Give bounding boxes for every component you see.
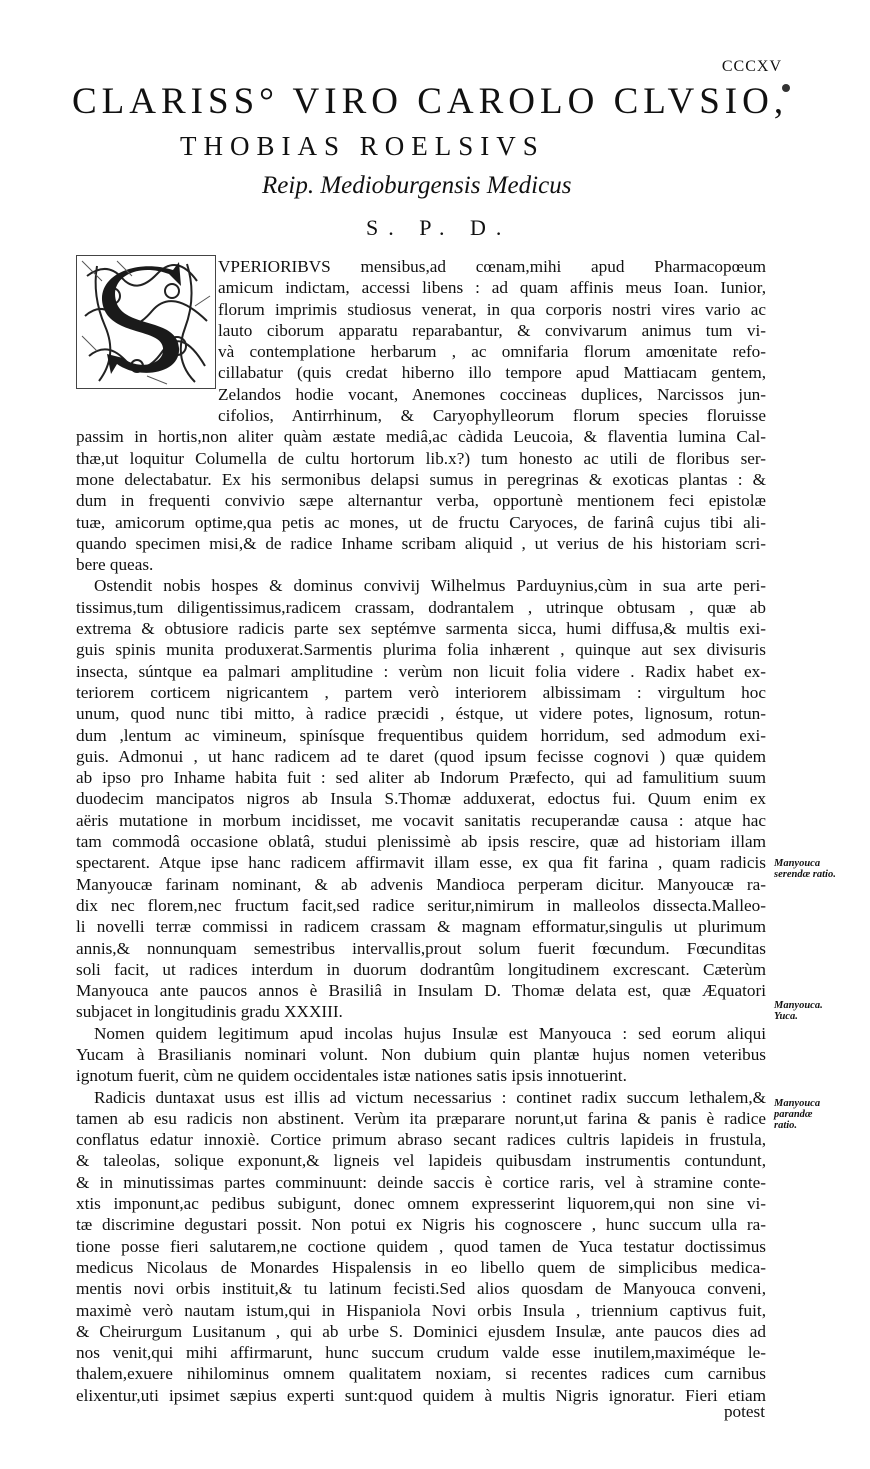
text-line: maximè verò nautam istum,qui in Hispaniola Novi orbis Insula , triennium captivus fuit, — [76, 1300, 766, 1320]
text-line: xtis imponunt,ac pedibus subigunt, donec omnem expresserint liquorem,qui non sine vi- — [76, 1194, 766, 1214]
text-line: tione posse fieri salutarem,ne coctione quidem , quod tamen de Yuca testatur doctissimus — [76, 1236, 766, 1256]
text-line: mone delectabatur. Ex his sermonibus delapsi sumus in peregrinas & exoticas plantas : & — [76, 469, 766, 489]
text-line: cillabatur (quis credat hiberno illo tempore apud Mattiacam gentem, — [218, 363, 766, 383]
text-line: duodecim mancipatos nigros ab Insula S.Thomæ adduxerat, edoctus fui. Quum enim ex — [76, 789, 766, 809]
text-line: Manyoucæ farinam nominant, & ab advenis Mandioca perperam dicitur. Manyoucæ ra- — [76, 874, 766, 894]
text-line: tissimus,tum diligentissimus,radicem crassam, dodrantalem , utrinque obtusam , quæ ab — [76, 597, 766, 617]
text-line: guis. Admonui , ut hanc radicem ad te daret (quod ipsum fecisse cognovi ) quæ quidem — [76, 746, 766, 766]
margin-note-line: Manyouca — [774, 1098, 821, 1109]
margin-note-line: serendæ ratio. — [774, 869, 836, 880]
text-line: cifolios, Antirrhinum, & Caryophylleorum florum species floruisse — [218, 406, 766, 426]
text-line: aëris mutatione in morbum incidisset, me vocavit sanitatis recuperandæ causa : atque hac — [76, 810, 766, 830]
text-line: Nomen quidem legitimum apud incolas hujus Insulæ est Manyouca : sed eorum aliqui — [94, 1023, 766, 1043]
text-line: ab ipso pro Inhame habita fuit : sed aliter ab Indorum Præfecto, qui ad famulitium suum — [76, 768, 766, 788]
text-line: & taleolas, solique exponunt,& ligneis vel lapideis quibusdam instrumentis contundunt, — [76, 1151, 766, 1171]
text-line: Manyouca ante paucos annos è Brasiliâ in Insulam D. Thomæ delata est, quæ Æquatori — [76, 981, 766, 1001]
text-line: bere queas. — [76, 555, 154, 575]
margin-note-line: Manyouca — [774, 858, 821, 869]
text-line: Zelandos hodie vocant, Anemones coccineas duplices, Narcissos jun- — [218, 384, 766, 404]
text-line: tuæ, amicorum optime,qua petis ac mones, ut de fructu Caryoces, de farinâ cujus tibi ali- — [76, 512, 766, 532]
text-line: guis spinis munita produxerat.Sarmentis plurima folia inhærent , quinque aut sex divisuris — [76, 640, 766, 660]
text-line: tamen ab esu radicis non abstinent. Verùm ita præparare norunt,ut farina & panis è radice — [76, 1108, 766, 1128]
text-line: dum in frequenti convivio sæpe alternantur verba, opportunè mentionem feci epistolæ — [76, 491, 766, 511]
text-line: tæ discrimine degustari possit. Non potui ex Nigris his cognoscere , hunc succum ulla ra- — [76, 1215, 766, 1235]
text-line: amicum indictam, accessi libens : ad quam affinis meus Ioan. Iunior, — [218, 278, 766, 298]
text-line: mentis novi orbis instituit,& tu latinum fecisti.Sed alios quosdam de Manyouca conveni, — [76, 1279, 766, 1299]
heading-line-2: THOBIAS ROELSIVS — [180, 131, 545, 161]
text-line: soli facit, ut radices interdum in duorum dodrantûm longitudinem excrescant. Cæterùm — [76, 959, 766, 979]
text-line: li novelli terræ commissi in radicem crassam & magnam efformatur,singulis ut plurimum — [76, 917, 766, 937]
margin-note-serendae — [774, 858, 854, 880]
folio-number: CCCXV — [721, 58, 782, 75]
text-line: dum ,lentum ac vimineum, spinísque frequentibus quidem horridum, sed admodum exi- — [76, 725, 766, 745]
heading-line-1: CLARISS° VIRO CAROLO CLVSIO, — [72, 81, 789, 122]
margin-note-line: Manyouca. — [774, 1000, 823, 1011]
text-line: và contemplatione herbarum , ac omnifaria florum amœnitate refo- — [218, 342, 766, 362]
margin-note-line: parandæ — [774, 1109, 813, 1120]
text-line: & Cheirurgum Lusitanum , qui ab urbe S. Dominici ejusdem Insulæ, ante paucos dies ad — [76, 1321, 766, 1341]
text-line: Yucam à Brasilianis nominari volunt. Non dubium quin plantæ hujus nomen veteribus — [76, 1044, 766, 1064]
text-line: quando specimen misi,& de radice Inhame scribam aliquid , ut verius de his historiam scri- — [76, 533, 766, 553]
catchword: potest — [723, 1402, 765, 1421]
text-line: conflatus edatur innoxiè. Cortice primum abraso secant radices cultris lapideis in frustula, — [76, 1130, 766, 1150]
text-line: lauto ciborum apparatu reparabantur, & convivarum animus tum vi- — [218, 320, 766, 340]
text-line: florum imprimis studiosus venerat, in qua corporis nostri vires vario ac — [218, 299, 766, 319]
margin-note-parandae — [774, 1098, 854, 1131]
text-line: & in minutissimas partes comminuunt: deinde saccis è cortice raris, vel à stramine conte- — [76, 1172, 766, 1192]
text-line: tam commodâ occasione oblatâ, studui plenissimè ab ipsis rescire, quæ ad historiam illam — [76, 832, 766, 852]
text-line: VPERIORIBVS mensibus,ad cœnam,mihi apud Pharmacopœum — [218, 257, 766, 276]
text-line: thæ,ut loquitur Columella de cultu hortorum lib.x?) tum honesto ac utili de floribus ser- — [76, 448, 766, 468]
text-line: teriorem corticem nigricantem , partem verò interiorem albissimam : virgultum hoc — [76, 682, 766, 702]
text-line: subjacet in longitudinis gradu XXXIII. — [76, 1002, 343, 1022]
heading-line-3: Reip. Medioburgensis Medicus — [262, 172, 572, 199]
body-text — [76, 256, 766, 1406]
text-line: medicus Nicolaus de Monardes Hispalensis in eo libello quem de simplicibus medica- — [76, 1257, 766, 1277]
text-line: nos venit,qui mihi affirmarunt, hunc succum crudum valde esse inutilem,maximéque le- — [76, 1343, 766, 1363]
text-line: Ostendit nobis hospes & dominus convivij Wilhelmus Parduynius,cùm in sua arte peri- — [94, 576, 766, 596]
margin-note-line: Yuca. — [774, 1011, 798, 1022]
text-line: insecta, súntque ea palmari amplitudine : verùm non licuit folia videre . Radix habet ex- — [76, 661, 766, 681]
text-line: elixentur,uti ipsimet sæpius experti sunt:quod quidem à multis Nigris ignoratur. Fieri etiam — [76, 1385, 766, 1405]
heading-line-4: S. P. D. — [366, 215, 512, 240]
text-line: passim in hortis,non aliter quàm æstate mediâ,ac càdida Leucoia, & flaventia lumina Cal- — [76, 427, 766, 447]
text-line: annis,& nonnunquam semestribus intervallis,prout solum fuerit fœcundum. Fœcunditas — [76, 938, 766, 958]
text-line: dix nec florem,nec fructum facit,sed radice seritur,nimirum in malleolos dissecta.Malleo- — [76, 895, 766, 915]
text-line: ignotum fuerit, cùm ne quidem occidentales istæ nationes satis ipsis innotuerint. — [76, 1066, 627, 1086]
text-line: spectarent. Atque ipse hanc radicem affirmavit illam esse, ex qua fit farina , quam radicis — [76, 853, 766, 873]
margin-note-line: ratio. — [774, 1120, 798, 1131]
text-line: extrema & obtusiore radicis parte sex septémve sarmenta sicca, humi diffusa,& multis exi- — [76, 619, 766, 639]
margin-note-yuca — [774, 1000, 854, 1022]
text-line: thalem,exuere nihilominus omnem qualitatem noxiam, si recentes radices cum carnibus — [76, 1364, 766, 1384]
text-line: Radicis duntaxat usus est illis ad victum necessarius : continet radix succum lethalem,& — [94, 1087, 766, 1107]
text-line: unum, quod nunc tibi mitto, à radice præcidi , éstque, ut videre potes, lignosum, rotun- — [76, 704, 766, 724]
